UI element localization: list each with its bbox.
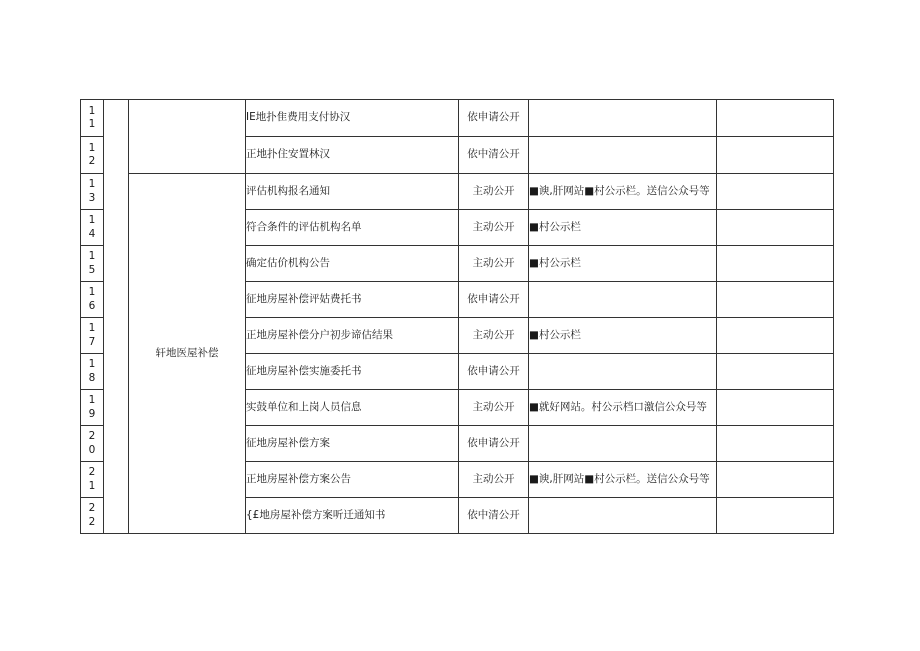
item-name: IE地扑隹费用支付协汉 bbox=[246, 100, 459, 137]
remark-cell bbox=[717, 174, 834, 210]
remark-cell bbox=[717, 246, 834, 282]
remark-cell bbox=[717, 354, 834, 390]
item-name: 征地房屋补偿方案 bbox=[246, 426, 459, 462]
remark-cell bbox=[717, 100, 834, 137]
item-name: 确定估价机构公告 bbox=[246, 246, 459, 282]
disclosure-method: 依申请公开 bbox=[459, 282, 529, 318]
remark-cell bbox=[717, 498, 834, 534]
item-name: 评估机构报名通知 bbox=[246, 174, 459, 210]
disclosure-method: 主动公开 bbox=[459, 390, 529, 426]
item-name: 正地房屋补偿方案公告 bbox=[246, 462, 459, 498]
disclosure-channel bbox=[529, 282, 717, 318]
disclosure-method: 主动公开 bbox=[459, 318, 529, 354]
disclosure-method: 主动公开 bbox=[459, 174, 529, 210]
row-number: 2 0 bbox=[81, 426, 104, 462]
remark-cell bbox=[717, 426, 834, 462]
disclosure-channel: ■谀,肝网站■村公示栏。送信公众号等 bbox=[529, 462, 717, 498]
remark-cell bbox=[717, 137, 834, 174]
item-name: 正地扑住安置林汉 bbox=[246, 137, 459, 174]
item-name: {£地房屋补偿方案听迁通知书 bbox=[246, 498, 459, 534]
disclosure-method: 依申请公开 bbox=[459, 426, 529, 462]
remark-cell bbox=[717, 390, 834, 426]
disclosure-channel bbox=[529, 498, 717, 534]
item-name: 征地房屋补偿实施委托书 bbox=[246, 354, 459, 390]
disclosure-method: 主动公开 bbox=[459, 246, 529, 282]
remark-cell bbox=[717, 282, 834, 318]
row-number: 1 1 bbox=[81, 100, 104, 137]
item-name: 正地房屋补偿分户初步谛估结果 bbox=[246, 318, 459, 354]
row-number: 1 6 bbox=[81, 282, 104, 318]
disclosure-method: 依中清公开 bbox=[459, 498, 529, 534]
disclosure-channel: ■村公示栏 bbox=[529, 246, 717, 282]
disclosure-channel bbox=[529, 426, 717, 462]
category-label: 轩地医屋补偿 bbox=[129, 174, 246, 534]
row-number: 1 4 bbox=[81, 210, 104, 246]
row-number: 1 8 bbox=[81, 354, 104, 390]
disclosure-channel bbox=[529, 137, 717, 174]
remark-cell bbox=[717, 318, 834, 354]
remark-cell bbox=[717, 210, 834, 246]
disclosure-channel bbox=[529, 100, 717, 137]
row-number: 1 9 bbox=[81, 390, 104, 426]
item-name: 实鼓单位和上岗人员信息 bbox=[246, 390, 459, 426]
disclosure-method: 主动公开 bbox=[459, 210, 529, 246]
row-number: 1 5 bbox=[81, 246, 104, 282]
disclosure-method: 主动公开 bbox=[459, 462, 529, 498]
disclosure-table bbox=[80, 99, 834, 534]
category-cell-empty bbox=[129, 100, 246, 174]
row-number: 1 7 bbox=[81, 318, 104, 354]
item-name: 征地房屋补偿评姑费托书 bbox=[246, 282, 459, 318]
table-row bbox=[81, 174, 834, 210]
disclosure-channel: ■村公示栏 bbox=[529, 210, 717, 246]
disclosure-method: 依申请公开 bbox=[459, 100, 529, 137]
blank-column bbox=[104, 100, 129, 534]
remark-cell bbox=[717, 462, 834, 498]
table-row bbox=[81, 100, 834, 137]
disclosure-method: 依申请公开 bbox=[459, 354, 529, 390]
disclosure-channel: ■村公示栏 bbox=[529, 318, 717, 354]
disclosure-method: 依中清公开 bbox=[459, 137, 529, 174]
row-number: 2 1 bbox=[81, 462, 104, 498]
item-name: 符合条件的评估机构名单 bbox=[246, 210, 459, 246]
row-number: 1 3 bbox=[81, 174, 104, 210]
disclosure-channel: ■谀,肝网站■村公示栏。送信公众号等 bbox=[529, 174, 717, 210]
row-number: 1 2 bbox=[81, 137, 104, 174]
row-number: 2 2 bbox=[81, 498, 104, 534]
disclosure-channel: ■就好网站。村公示档口激信公众号等 bbox=[529, 390, 717, 426]
disclosure-channel bbox=[529, 354, 717, 390]
